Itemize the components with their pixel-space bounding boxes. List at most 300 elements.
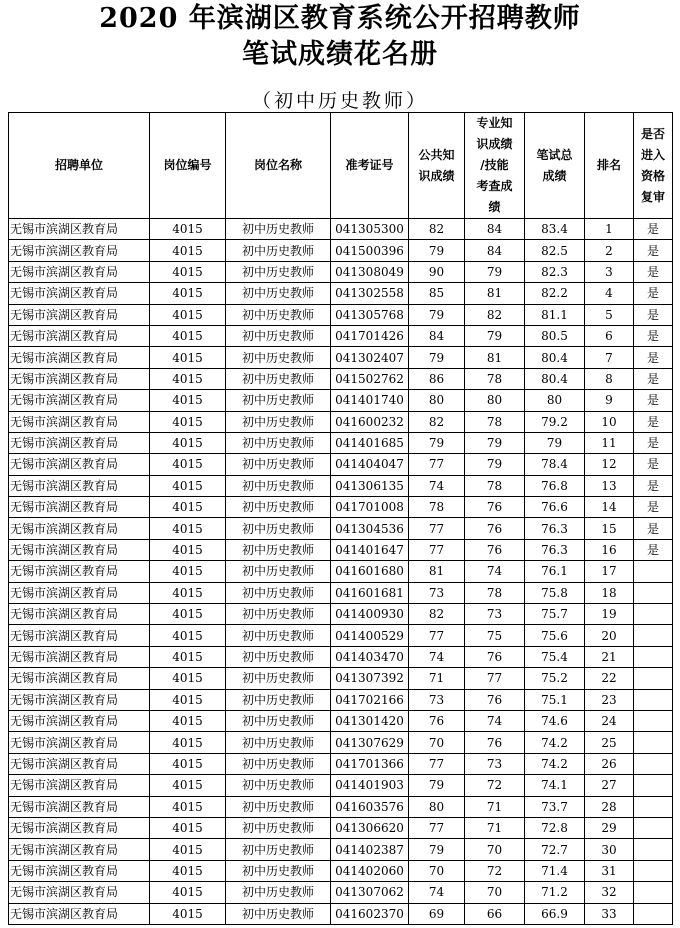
cell-review	[634, 689, 673, 710]
cell-rank: 20	[585, 625, 634, 646]
cell-unit: 无锡市滨湖区教育局	[9, 732, 150, 753]
cell-post-code: 4015	[150, 817, 226, 838]
cell-exam-id: 041305768	[331, 304, 409, 325]
cell-professional-score: 75	[465, 625, 525, 646]
cell-post-name: 初中历史教师	[226, 432, 331, 453]
cell-rank: 13	[585, 475, 634, 496]
cell-professional-score: 79	[465, 261, 525, 282]
table-row	[9, 368, 673, 389]
cell-public-score: 82	[409, 604, 465, 625]
cell-post-code: 4015	[150, 604, 226, 625]
cell-public-score: 90	[409, 261, 465, 282]
cell-post-code: 4015	[150, 646, 226, 667]
cell-public-score: 70	[409, 732, 465, 753]
cell-post-name: 初中历史教师	[226, 753, 331, 774]
cell-public-score: 74	[409, 475, 465, 496]
cell-review	[634, 796, 673, 817]
cell-post-name: 初中历史教师	[226, 304, 331, 325]
cell-rank: 3	[585, 261, 634, 282]
cell-rank: 26	[585, 753, 634, 774]
cell-post-code: 4015	[150, 325, 226, 346]
cell-professional-score: 81	[465, 283, 525, 304]
cell-unit: 无锡市滨湖区教育局	[9, 304, 150, 325]
score-table	[8, 112, 673, 925]
cell-rank: 21	[585, 646, 634, 667]
cell-unit: 无锡市滨湖区教育局	[9, 839, 150, 860]
cell-review: 是	[634, 497, 673, 518]
cell-rank: 32	[585, 882, 634, 903]
cell-unit: 无锡市滨湖区教育局	[9, 240, 150, 261]
cell-post-code: 4015	[150, 775, 226, 796]
cell-public-score: 79	[409, 839, 465, 860]
cell-professional-score: 70	[465, 882, 525, 903]
cell-rank: 8	[585, 368, 634, 389]
cell-exam-id: 041702166	[331, 689, 409, 710]
cell-unit: 无锡市滨湖区教育局	[9, 432, 150, 453]
table-row	[9, 432, 673, 453]
cell-review	[634, 710, 673, 731]
page-title-line1: 2020 年滨湖区教育系统公开招聘教师	[99, 3, 581, 34]
header-public-score: 公共知 识成绩	[409, 113, 465, 219]
cell-exam-id: 041306135	[331, 475, 409, 496]
table-row	[9, 732, 673, 753]
cell-total-score: 75.6	[525, 625, 585, 646]
cell-post-name: 初中历史教师	[226, 475, 331, 496]
cell-unit: 无锡市滨湖区教育局	[9, 368, 150, 389]
cell-professional-score: 76	[465, 518, 525, 539]
cell-post-code: 4015	[150, 561, 226, 582]
table-row	[9, 689, 673, 710]
page-title-line2: 笔试成绩花名册	[242, 39, 438, 70]
table-row	[9, 304, 673, 325]
table-row	[9, 283, 673, 304]
cell-public-score: 70	[409, 860, 465, 881]
cell-review: 是	[634, 347, 673, 368]
cell-professional-score: 71	[465, 817, 525, 838]
table-row	[9, 839, 673, 860]
cell-total-score: 74.6	[525, 710, 585, 731]
cell-unit: 无锡市滨湖区教育局	[9, 454, 150, 475]
cell-exam-id: 041402060	[331, 860, 409, 881]
cell-public-score: 77	[409, 625, 465, 646]
cell-unit: 无锡市滨湖区教育局	[9, 753, 150, 774]
cell-post-code: 4015	[150, 454, 226, 475]
cell-unit: 无锡市滨湖区教育局	[9, 646, 150, 667]
cell-exam-id: 041500396	[331, 240, 409, 261]
table-row	[9, 325, 673, 346]
cell-review	[634, 561, 673, 582]
cell-post-name: 初中历史教师	[226, 710, 331, 731]
table-row	[9, 668, 673, 689]
table-row	[9, 753, 673, 774]
cell-unit: 无锡市滨湖区教育局	[9, 219, 150, 240]
cell-review	[634, 625, 673, 646]
cell-professional-score: 76	[465, 497, 525, 518]
cell-review: 是	[634, 283, 673, 304]
cell-total-score: 75.7	[525, 604, 585, 625]
cell-post-name: 初中历史教师	[226, 775, 331, 796]
cell-post-code: 4015	[150, 689, 226, 710]
cell-review: 是	[634, 475, 673, 496]
cell-public-score: 77	[409, 753, 465, 774]
cell-public-score: 74	[409, 882, 465, 903]
cell-total-score: 83.4	[525, 219, 585, 240]
cell-rank: 23	[585, 689, 634, 710]
cell-rank: 16	[585, 539, 634, 560]
cell-exam-id: 041701426	[331, 325, 409, 346]
cell-professional-score: 79	[465, 432, 525, 453]
cell-total-score: 76.3	[525, 518, 585, 539]
cell-post-code: 4015	[150, 582, 226, 603]
cell-rank: 11	[585, 432, 634, 453]
cell-total-score: 76.1	[525, 561, 585, 582]
cell-total-score: 74.1	[525, 775, 585, 796]
cell-exam-id: 041302558	[331, 283, 409, 304]
cell-review: 是	[634, 518, 673, 539]
cell-exam-id: 041307629	[331, 732, 409, 753]
cell-total-score: 78.4	[525, 454, 585, 475]
cell-exam-id: 041306620	[331, 817, 409, 838]
cell-post-name: 初中历史教师	[226, 411, 331, 432]
header-unit: 招聘单位	[9, 113, 150, 219]
cell-total-score: 66.9	[525, 903, 585, 924]
table-row	[9, 604, 673, 625]
cell-unit: 无锡市滨湖区教育局	[9, 668, 150, 689]
cell-total-score: 76.3	[525, 539, 585, 560]
cell-post-name: 初中历史教师	[226, 454, 331, 475]
cell-unit: 无锡市滨湖区教育局	[9, 710, 150, 731]
cell-review: 是	[634, 390, 673, 411]
table-row	[9, 775, 673, 796]
cell-exam-id: 041600232	[331, 411, 409, 432]
cell-professional-score: 79	[465, 325, 525, 346]
cell-public-score: 81	[409, 561, 465, 582]
cell-unit: 无锡市滨湖区教育局	[9, 518, 150, 539]
cell-public-score: 77	[409, 518, 465, 539]
cell-rank: 19	[585, 604, 634, 625]
cell-public-score: 80	[409, 796, 465, 817]
cell-post-name: 初中历史教师	[226, 817, 331, 838]
cell-professional-score: 82	[465, 304, 525, 325]
cell-total-score: 75.1	[525, 689, 585, 710]
cell-post-code: 4015	[150, 732, 226, 753]
cell-post-name: 初中历史教师	[226, 903, 331, 924]
cell-total-score: 76.6	[525, 497, 585, 518]
cell-professional-score: 78	[465, 411, 525, 432]
cell-professional-score: 77	[465, 668, 525, 689]
cell-post-code: 4015	[150, 539, 226, 560]
cell-professional-score: 76	[465, 732, 525, 753]
cell-total-score: 71.4	[525, 860, 585, 881]
cell-post-name: 初中历史教师	[226, 604, 331, 625]
cell-rank: 7	[585, 347, 634, 368]
cell-total-score: 80.4	[525, 368, 585, 389]
cell-professional-score: 66	[465, 903, 525, 924]
cell-total-score: 75.8	[525, 582, 585, 603]
cell-unit: 无锡市滨湖区教育局	[9, 604, 150, 625]
cell-rank: 4	[585, 283, 634, 304]
cell-professional-score: 81	[465, 347, 525, 368]
cell-public-score: 82	[409, 411, 465, 432]
cell-total-score: 74.2	[525, 732, 585, 753]
cell-public-score: 85	[409, 283, 465, 304]
cell-exam-id: 041307392	[331, 668, 409, 689]
cell-public-score: 78	[409, 497, 465, 518]
cell-post-code: 4015	[150, 796, 226, 817]
cell-post-code: 4015	[150, 390, 226, 411]
cell-total-score: 82.3	[525, 261, 585, 282]
cell-unit: 无锡市滨湖区教育局	[9, 625, 150, 646]
cell-post-name: 初中历史教师	[226, 668, 331, 689]
cell-rank: 18	[585, 582, 634, 603]
table-row	[9, 390, 673, 411]
cell-unit: 无锡市滨湖区教育局	[9, 539, 150, 560]
cell-total-score: 75.2	[525, 668, 585, 689]
table-row	[9, 817, 673, 838]
cell-public-score: 79	[409, 775, 465, 796]
cell-unit: 无锡市滨湖区教育局	[9, 689, 150, 710]
cell-unit: 无锡市滨湖区教育局	[9, 283, 150, 304]
cell-post-name: 初中历史教师	[226, 240, 331, 261]
cell-rank: 27	[585, 775, 634, 796]
cell-review: 是	[634, 411, 673, 432]
cell-unit: 无锡市滨湖区教育局	[9, 582, 150, 603]
cell-professional-score: 72	[465, 860, 525, 881]
cell-public-score: 77	[409, 454, 465, 475]
cell-total-score: 79	[525, 432, 585, 453]
cell-rank: 22	[585, 668, 634, 689]
cell-total-score: 75.4	[525, 646, 585, 667]
table-row	[9, 646, 673, 667]
cell-post-code: 4015	[150, 625, 226, 646]
cell-public-score: 73	[409, 689, 465, 710]
cell-post-code: 4015	[150, 475, 226, 496]
cell-professional-score: 78	[465, 368, 525, 389]
table-row	[9, 518, 673, 539]
cell-post-code: 4015	[150, 240, 226, 261]
cell-professional-score: 80	[465, 390, 525, 411]
cell-total-score: 79.2	[525, 411, 585, 432]
cell-review	[634, 882, 673, 903]
cell-public-score: 86	[409, 368, 465, 389]
cell-post-code: 4015	[150, 668, 226, 689]
cell-post-code: 4015	[150, 219, 226, 240]
header-post-name: 岗位名称	[226, 113, 331, 219]
cell-rank: 12	[585, 454, 634, 475]
cell-post-code: 4015	[150, 903, 226, 924]
cell-review	[634, 646, 673, 667]
cell-unit: 无锡市滨湖区教育局	[9, 475, 150, 496]
cell-post-name: 初中历史教师	[226, 390, 331, 411]
cell-total-score: 72.8	[525, 817, 585, 838]
cell-post-name: 初中历史教师	[226, 539, 331, 560]
cell-review: 是	[634, 219, 673, 240]
cell-review: 是	[634, 325, 673, 346]
cell-professional-score: 79	[465, 454, 525, 475]
cell-rank: 33	[585, 903, 634, 924]
cell-professional-score: 72	[465, 775, 525, 796]
cell-rank: 5	[585, 304, 634, 325]
cell-rank: 14	[585, 497, 634, 518]
cell-exam-id: 041701366	[331, 753, 409, 774]
cell-post-code: 4015	[150, 283, 226, 304]
table-row	[9, 497, 673, 518]
cell-unit: 无锡市滨湖区教育局	[9, 817, 150, 838]
cell-exam-id: 041304536	[331, 518, 409, 539]
header-rank: 排名	[585, 113, 634, 219]
cell-review	[634, 604, 673, 625]
cell-professional-score: 71	[465, 796, 525, 817]
cell-post-name: 初中历史教师	[226, 347, 331, 368]
header-review: 是否 进入 资格 复审	[634, 113, 673, 219]
table-row	[9, 347, 673, 368]
cell-total-score: 82.2	[525, 283, 585, 304]
cell-public-score: 77	[409, 817, 465, 838]
cell-exam-id: 041401740	[331, 390, 409, 411]
cell-professional-score: 73	[465, 604, 525, 625]
cell-exam-id: 041400529	[331, 625, 409, 646]
cell-post-name: 初中历史教师	[226, 368, 331, 389]
cell-unit: 无锡市滨湖区教育局	[9, 411, 150, 432]
cell-post-name: 初中历史教师	[226, 839, 331, 860]
cell-public-score: 76	[409, 710, 465, 731]
cell-unit: 无锡市滨湖区教育局	[9, 347, 150, 368]
cell-review: 是	[634, 454, 673, 475]
table-row	[9, 454, 673, 475]
table-row	[9, 710, 673, 731]
cell-professional-score: 76	[465, 689, 525, 710]
cell-review: 是	[634, 368, 673, 389]
cell-review	[634, 668, 673, 689]
cell-professional-score: 84	[465, 240, 525, 261]
table-row	[9, 261, 673, 282]
cell-exam-id: 041601681	[331, 582, 409, 603]
table-header-row	[9, 113, 673, 219]
cell-rank: 28	[585, 796, 634, 817]
table-row	[9, 882, 673, 903]
cell-total-score: 72.7	[525, 839, 585, 860]
cell-post-name: 初中历史教师	[226, 219, 331, 240]
cell-exam-id: 041400930	[331, 604, 409, 625]
cell-total-score: 80	[525, 390, 585, 411]
cell-review	[634, 732, 673, 753]
cell-rank: 9	[585, 390, 634, 411]
cell-exam-id: 041401647	[331, 539, 409, 560]
cell-post-code: 4015	[150, 860, 226, 881]
cell-unit: 无锡市滨湖区教育局	[9, 261, 150, 282]
cell-rank: 10	[585, 411, 634, 432]
cell-rank: 29	[585, 817, 634, 838]
cell-post-code: 4015	[150, 839, 226, 860]
cell-unit: 无锡市滨湖区教育局	[9, 390, 150, 411]
cell-post-name: 初中历史教师	[226, 796, 331, 817]
cell-public-score: 77	[409, 539, 465, 560]
table-row	[9, 796, 673, 817]
cell-exam-id: 041307062	[331, 882, 409, 903]
cell-total-score: 73.7	[525, 796, 585, 817]
cell-exam-id: 041602370	[331, 903, 409, 924]
cell-post-name: 初中历史教师	[226, 689, 331, 710]
header-total-score: 笔试总 成绩	[525, 113, 585, 219]
cell-professional-score: 70	[465, 839, 525, 860]
cell-post-code: 4015	[150, 518, 226, 539]
cell-professional-score: 78	[465, 582, 525, 603]
cell-rank: 6	[585, 325, 634, 346]
cell-review: 是	[634, 240, 673, 261]
cell-post-name: 初中历史教师	[226, 882, 331, 903]
cell-post-code: 4015	[150, 411, 226, 432]
table-row	[9, 539, 673, 560]
cell-total-score: 76.8	[525, 475, 585, 496]
table-row	[9, 240, 673, 261]
table-row	[9, 561, 673, 582]
cell-public-score: 84	[409, 325, 465, 346]
cell-total-score: 74.2	[525, 753, 585, 774]
cell-rank: 1	[585, 219, 634, 240]
cell-review: 是	[634, 304, 673, 325]
cell-review	[634, 775, 673, 796]
cell-professional-score: 76	[465, 539, 525, 560]
cell-post-name: 初中历史教师	[226, 497, 331, 518]
cell-exam-id: 041305300	[331, 219, 409, 240]
table-row	[9, 903, 673, 924]
table-row	[9, 625, 673, 646]
cell-post-code: 4015	[150, 304, 226, 325]
cell-rank: 25	[585, 732, 634, 753]
cell-public-score: 73	[409, 582, 465, 603]
cell-post-code: 4015	[150, 432, 226, 453]
cell-total-score: 82.5	[525, 240, 585, 261]
cell-review: 是	[634, 261, 673, 282]
cell-post-name: 初中历史教师	[226, 860, 331, 881]
cell-exam-id: 041401903	[331, 775, 409, 796]
cell-post-code: 4015	[150, 882, 226, 903]
cell-unit: 无锡市滨湖区教育局	[9, 882, 150, 903]
cell-exam-id: 041308049	[331, 261, 409, 282]
cell-exam-id: 041502762	[331, 368, 409, 389]
cell-professional-score: 74	[465, 710, 525, 731]
cell-exam-id: 041701008	[331, 497, 409, 518]
cell-post-name: 初中历史教师	[226, 283, 331, 304]
cell-exam-id: 041403470	[331, 646, 409, 667]
cell-exam-id: 041401685	[331, 432, 409, 453]
cell-unit: 无锡市滨湖区教育局	[9, 561, 150, 582]
cell-post-name: 初中历史教师	[226, 325, 331, 346]
cell-public-score: 79	[409, 432, 465, 453]
cell-review	[634, 839, 673, 860]
cell-unit: 无锡市滨湖区教育局	[9, 796, 150, 817]
cell-public-score: 79	[409, 240, 465, 261]
cell-post-code: 4015	[150, 710, 226, 731]
cell-unit: 无锡市滨湖区教育局	[9, 325, 150, 346]
cell-public-score: 79	[409, 347, 465, 368]
cell-post-name: 初中历史教师	[226, 625, 331, 646]
cell-rank: 30	[585, 839, 634, 860]
cell-rank: 31	[585, 860, 634, 881]
cell-total-score: 80.5	[525, 325, 585, 346]
table-row	[9, 860, 673, 881]
page-subtitle: （初中历史教师）	[251, 90, 428, 112]
cell-professional-score: 74	[465, 561, 525, 582]
cell-total-score: 71.2	[525, 882, 585, 903]
cell-rank: 24	[585, 710, 634, 731]
table-row	[9, 411, 673, 432]
cell-professional-score: 76	[465, 646, 525, 667]
cell-review	[634, 582, 673, 603]
header-post-code: 岗位编号	[150, 113, 226, 219]
cell-exam-id: 041301420	[331, 710, 409, 731]
cell-review: 是	[634, 539, 673, 560]
